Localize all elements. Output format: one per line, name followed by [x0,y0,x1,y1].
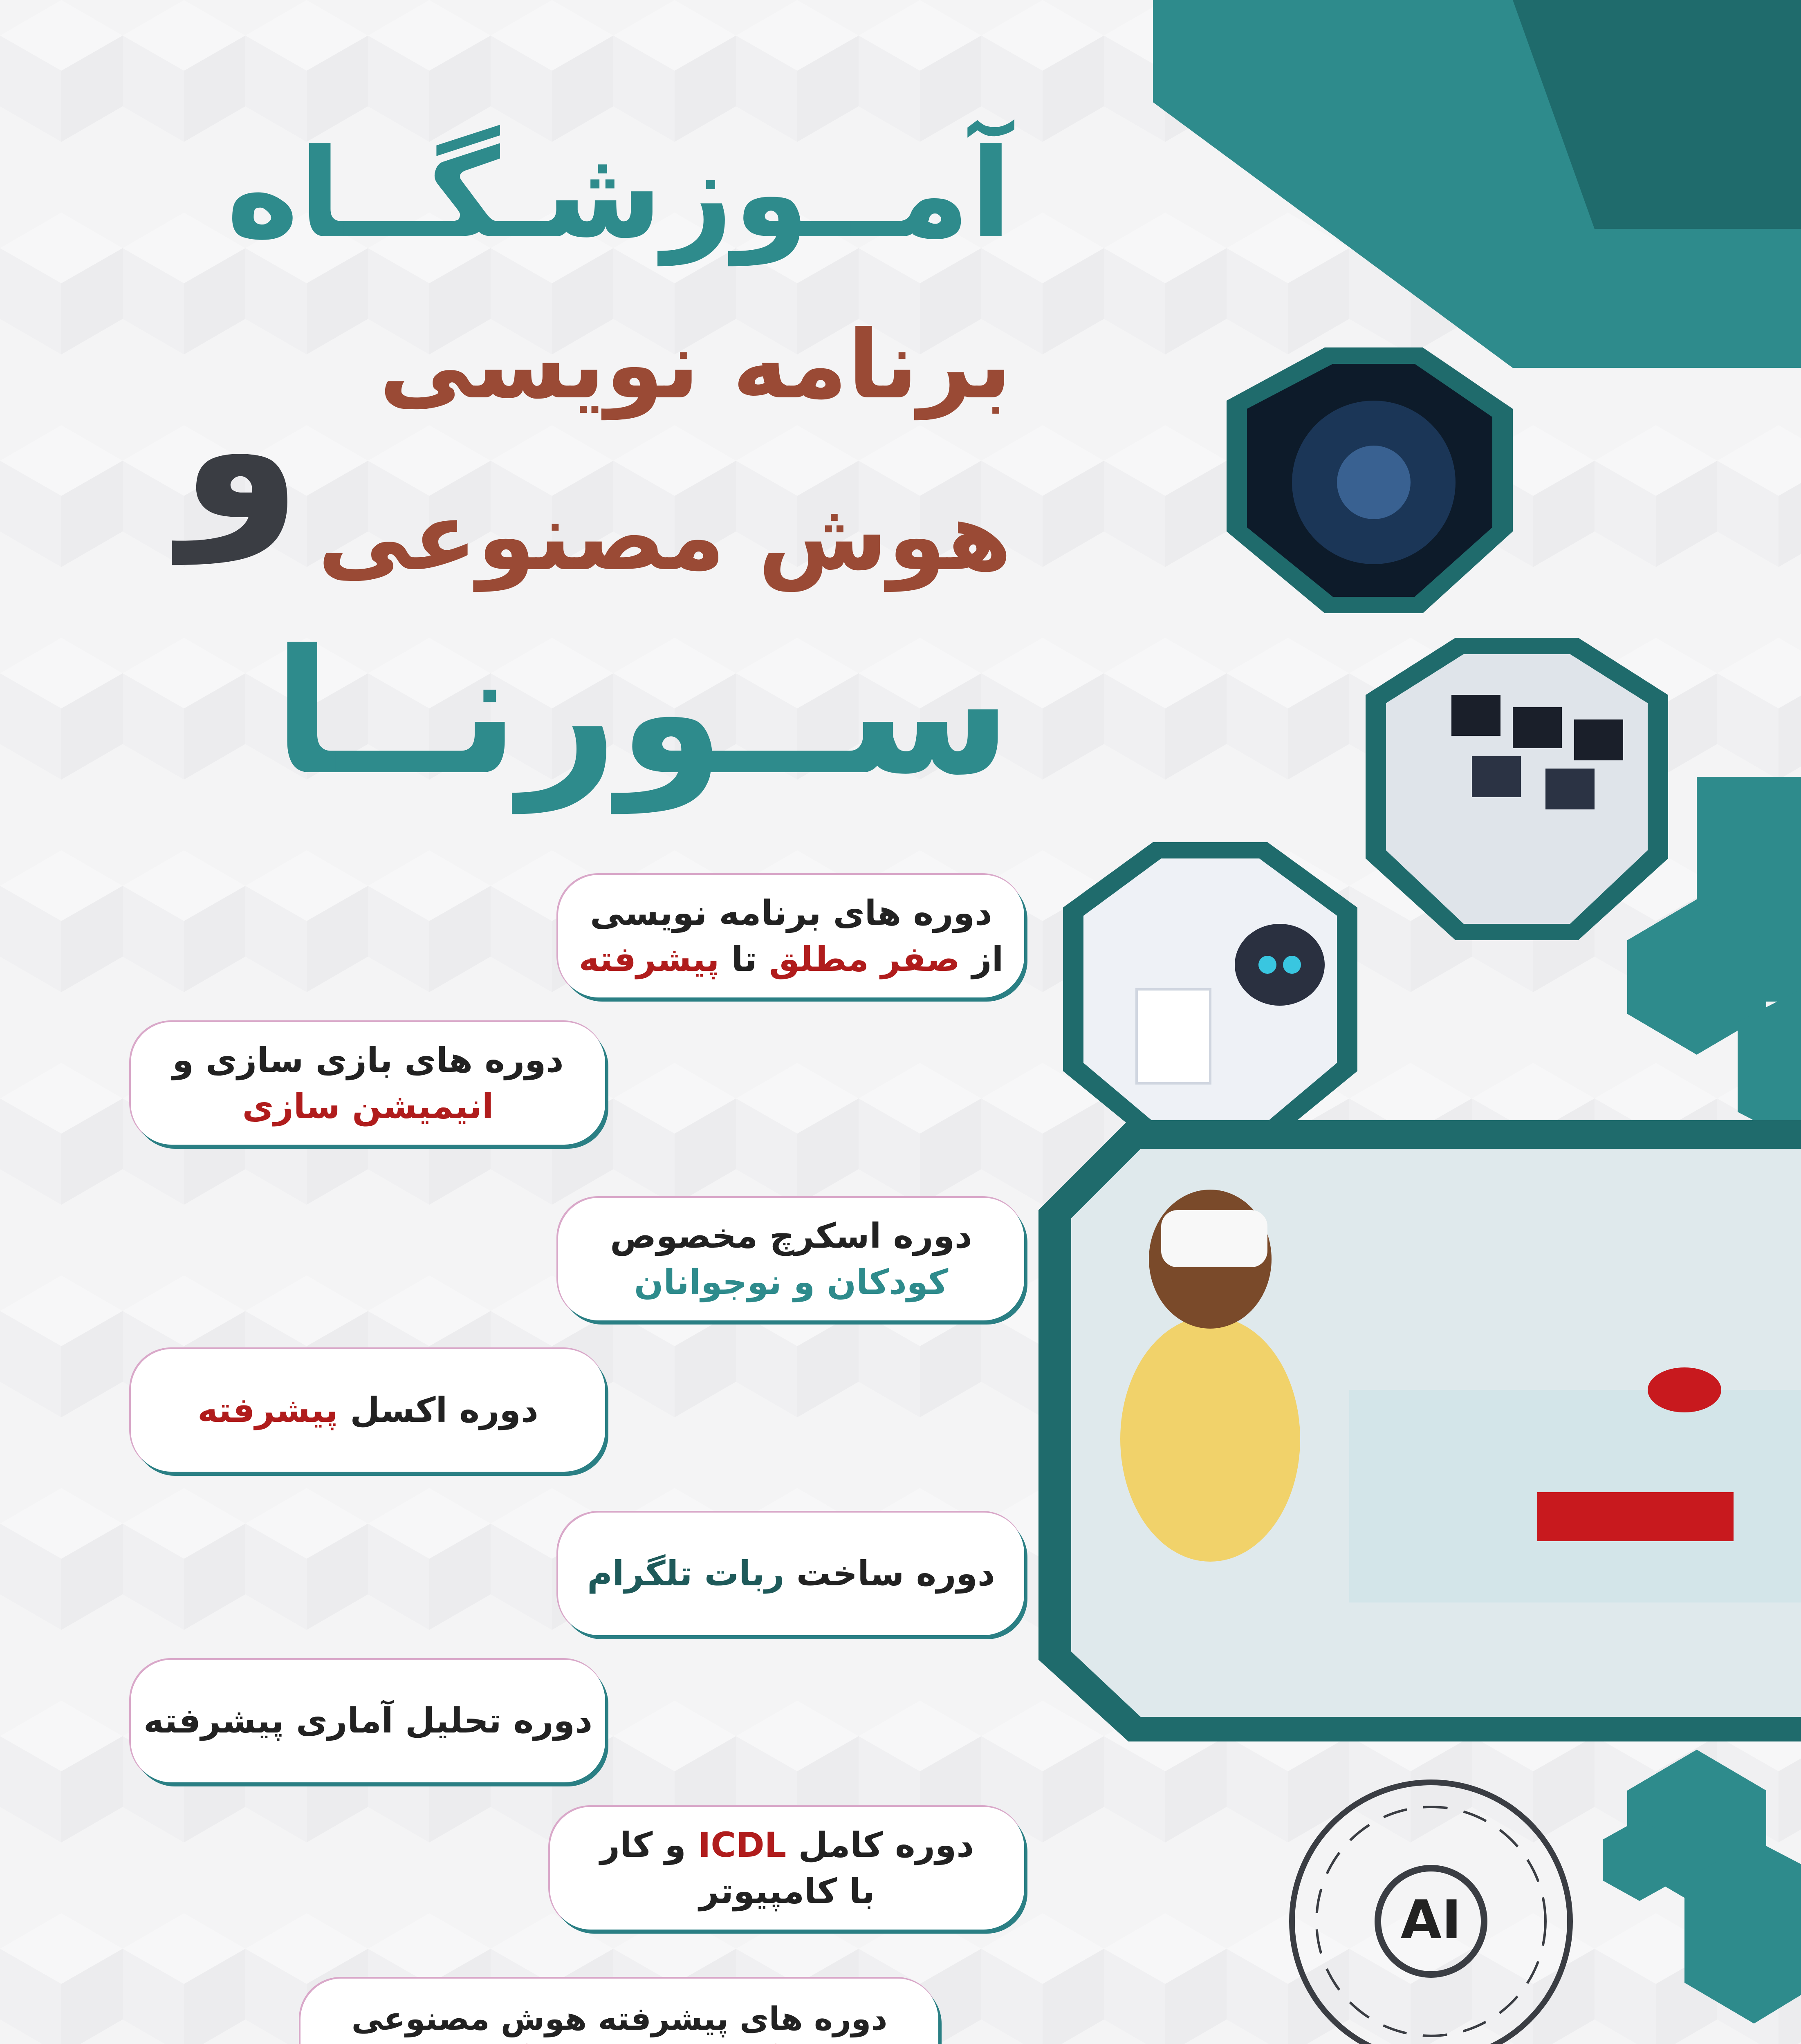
course-telegram-bot [558,1513,1024,1635]
course-line: دوره های بازی سازی و [172,1040,564,1080]
course-line: انیمیشن سازی [242,1086,494,1126]
course-ai [301,1979,938,2044]
course-line: دوره تحلیل آماری پیشرفته [143,1701,593,1741]
header-line-1: آمــوزشـگــاه [226,123,1012,265]
course-line: با کامپیوتر [699,1871,875,1911]
header-line-3: هوش مصنوعی [317,482,1012,592]
course-line: کودکان و نوجوانان [634,1262,949,1302]
course-excel [131,1349,605,1472]
course-line: دوره کامل ICDL و کار [600,1824,974,1865]
header-line-2: برنامه نویسی [379,311,1012,420]
header-conjunction: و [180,335,302,564]
ai-badge: AI [1400,1889,1462,1951]
robot-photo-hex [1063,842,1357,1145]
brand-name: ســورنــا [273,613,1012,813]
course-line: دوره های پیشرفته هوش مصنوعی [351,2001,888,2038]
course-line: از صفر مطلق تا پیشرفته [579,939,1004,979]
dashboard-photo-hex [1366,638,1668,940]
course-line: دوره اکسل پیشرفته [197,1390,538,1430]
course-icdl [550,1807,1024,1930]
course-line: دوره اسکرچ مخصوص [610,1215,972,1256]
course-line: دوره های برنامه نویسی [590,892,992,933]
course-line: دوره ساخت ربات تلگرام [587,1553,995,1594]
vr-child-photo-hex [1038,1120,1801,1741]
course-programming [558,875,1024,997]
course-scratch [558,1198,1024,1320]
course-statistics [131,1660,605,1782]
course-line [320,2041,919,2044]
course-game-animation [131,1022,605,1145]
